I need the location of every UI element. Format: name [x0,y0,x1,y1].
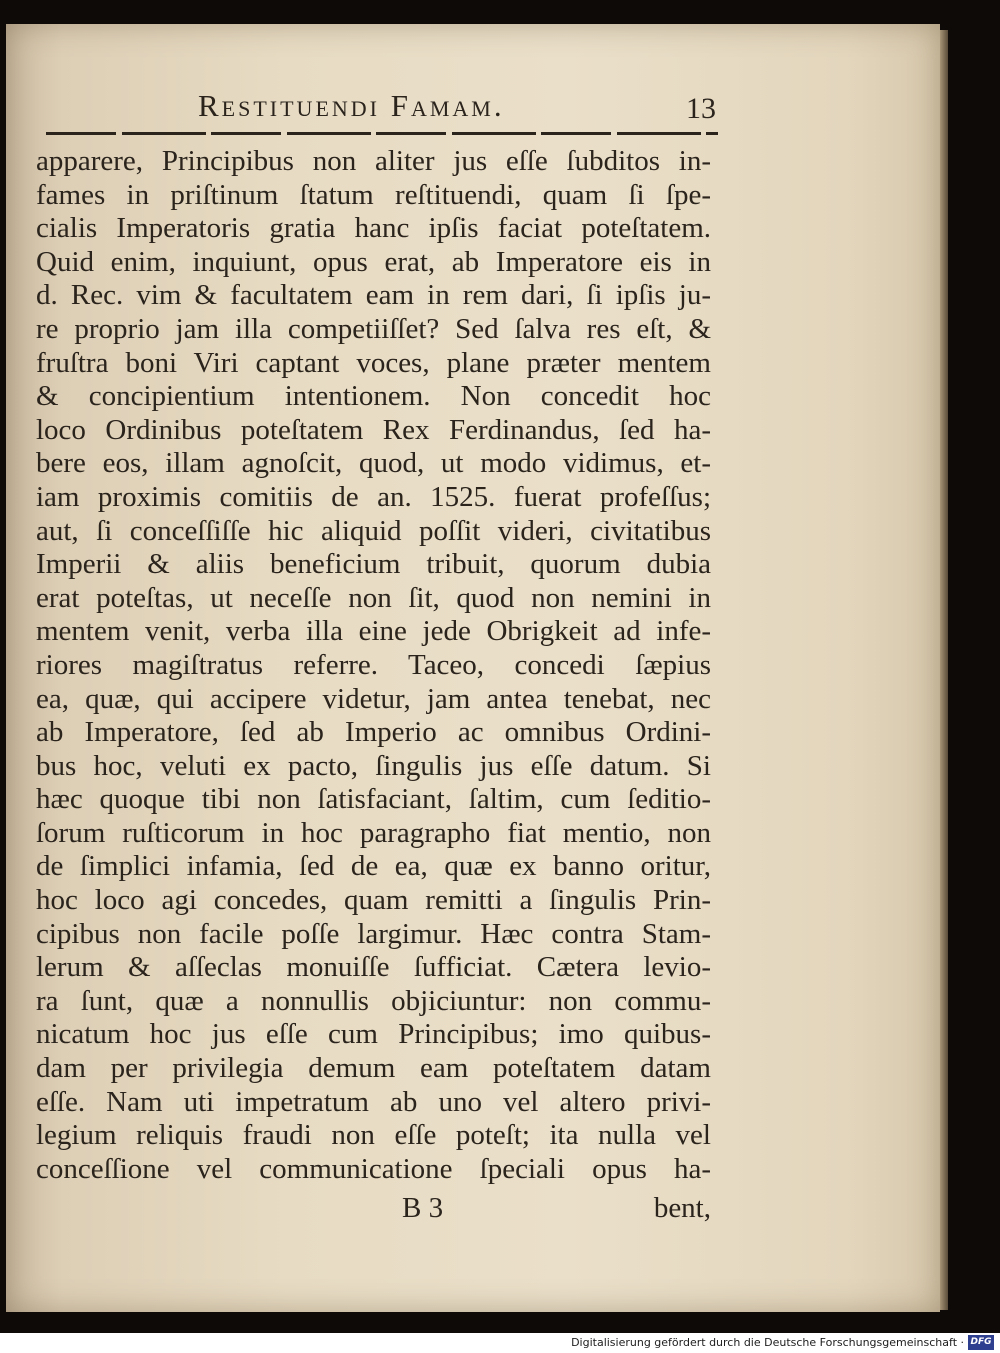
dfg-logo: DFG [968,1335,994,1350]
text-line: de ſimplici infamia, ſed de ea, quæ ex banno oritur, [36,850,711,883]
text-line: riores magiſtratus referre. Taceo, concedi ſæpius [36,648,711,681]
text-line: fames in priſtinum ſtatum reſtituendi, quam ſi ſpe- [36,178,711,211]
catch-line [36,1192,711,1226]
text-line: hoc loco agi concedes, quam remitti a ſingulis Prin- [36,884,711,917]
text-line: ea, quæ, qui accipere videtur, jam antea tenebat, nec [36,682,711,715]
text-line: eſſe. Nam uti impetratum ab uno vel altero privi- [36,1085,711,1118]
text-line: fruſtra boni Viri captant voces, plane præter mentem [36,346,711,379]
text-line: Quid enim, inquiunt, opus erat, ab Imperatore eis in [36,245,711,278]
text-line: legium reliquis fraudi non eſſe poteſt; ita nulla vel [36,1119,711,1152]
text-line: Imperii & aliis beneficium tribuit, quorum dubia [36,548,711,581]
running-head-title: Restituendi Famam. [198,88,505,123]
text-line: & concipientium intentionem. Non concedit hoc [36,380,711,413]
text-line: lerum & aſſeclas monuiſſe ſufficiat. Cætera levio- [36,951,711,984]
text-line: ſorum ruſticorum in hoc paragrapho fiat mentio, non [36,816,711,849]
text-line: dam per privilegia demum eam poteſtatem datam [36,1052,711,1085]
text-line: re proprio jam illa competiiſſet? Sed ſalva res eſt, & [36,312,711,345]
text-line: nicatum hoc jus eſſe cum Principibus; imo quibus- [36,1018,711,1051]
text-line: conceſſione vel communicatione ſpeciali opus ha- [36,1152,711,1185]
header-rule [46,132,718,135]
text-line: loco Ordinibus poteſtatem Rex Ferdinandus, ſed ha- [36,413,711,446]
text-line: erat poteſtas, ut neceſſe non ſit, quod non nemini in [36,581,711,614]
text-line: ab Imperatore, ſed ab Imperio ac omnibus Ordini- [36,716,711,749]
text-line: mentem venit, verba illa eine jede Obrigkeit ad infe- [36,615,711,648]
text-line: apparere, Principibus non aliter jus eſſe ſubditos in- [36,145,711,177]
text-line: bere eos, illam agnoſcit, quod, ut modo vidimus, et- [36,447,711,480]
catchword: bent, [653,1192,711,1224]
signature-mark: B 3 [402,1192,444,1224]
text-line: ra ſunt, quæ a nonnullis objiciuntur: non commu- [36,984,711,1017]
digitization-footer [0,1333,1000,1353]
text-line: iam proximis comitiis de an. 1525. fuerat profeſſus; [36,480,711,513]
text-line: hæc quoque tibi non ſatisfaciant, ſaltim, cum ſeditio- [36,783,711,816]
text-line: cialis Imperatoris gratia hanc ipſis faciat poteſtatem. [36,212,711,245]
text-line: bus hoc, veluti ex pacto, ſingulis jus eſſe datum. Si [36,749,711,782]
text-line: aut, ſi conceſſiſſe hic aliquid poſſit videri, civitatibus [36,514,711,547]
page-number: 13 [686,92,716,125]
page-edge [940,30,948,1310]
body-text [36,145,711,1186]
text-line: d. Rec. vim & facultatem eam in rem dari, ſi ipſis ju- [36,279,711,312]
funding-credit: Digitalisierung gefördert durch die Deutsche Forschungsgemeinschaft · [571,1336,964,1349]
text-line: cipibus non facile poſſe largimur. Hæc contra Stam- [36,917,711,950]
